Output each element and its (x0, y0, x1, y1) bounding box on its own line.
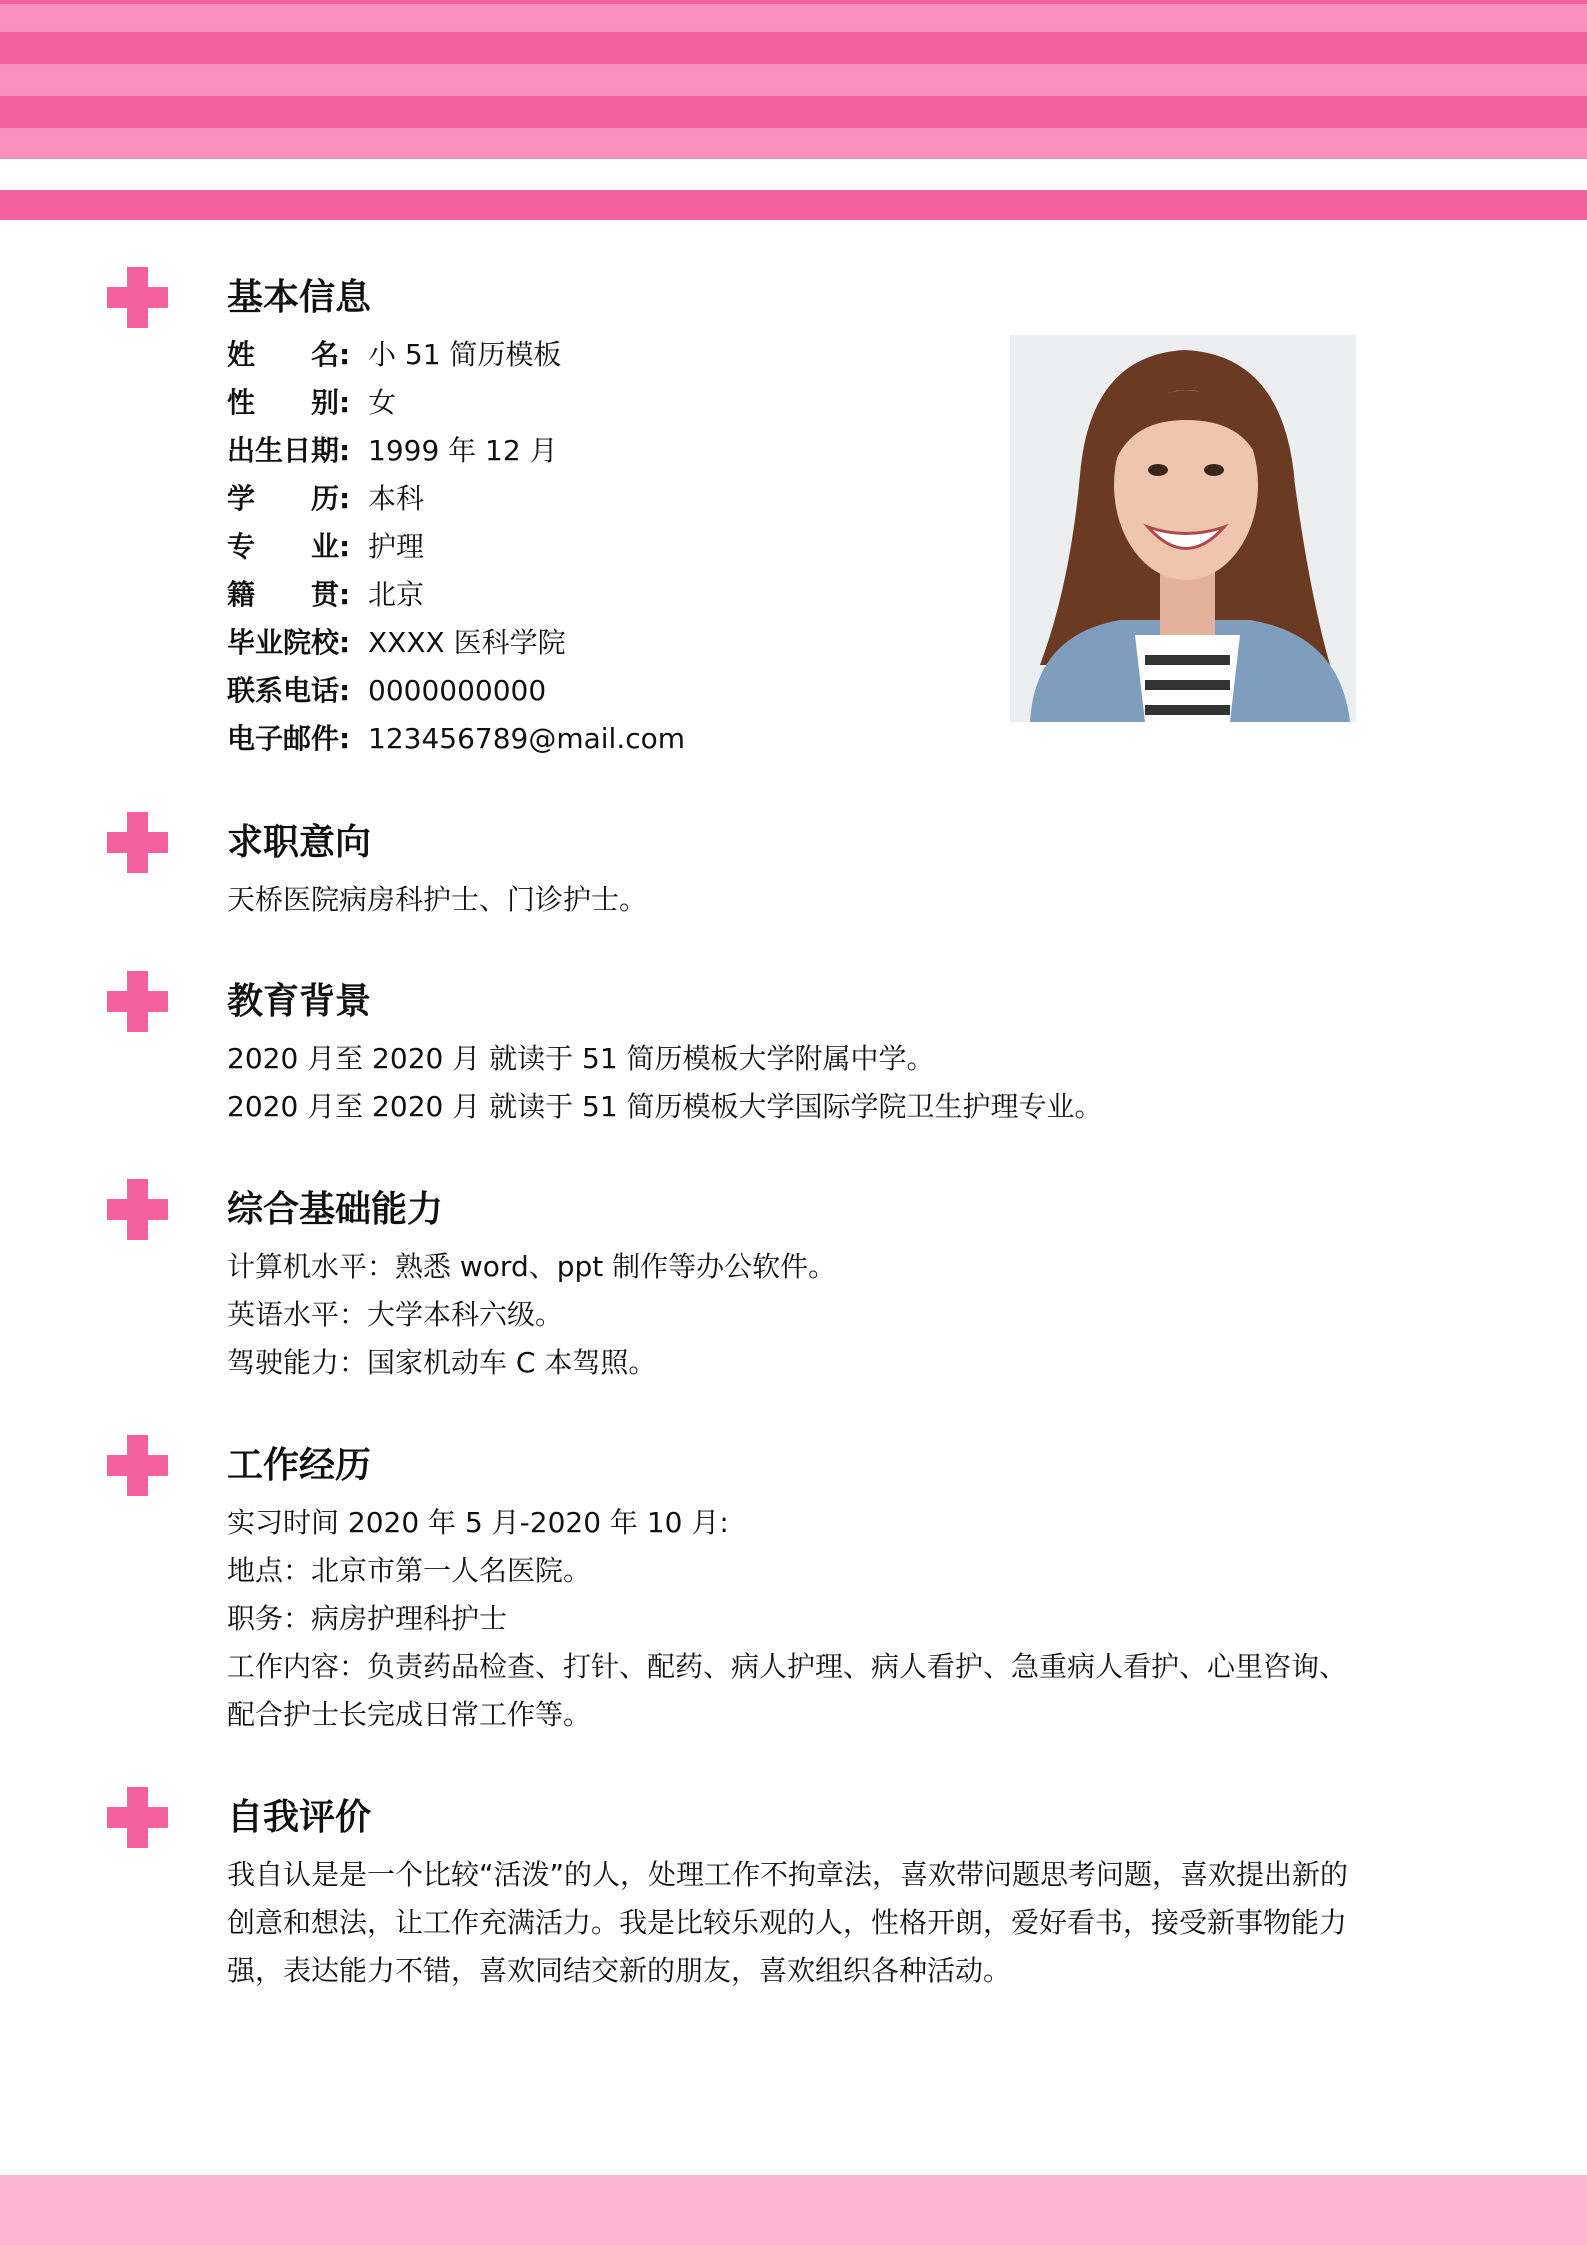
info-label: 籍 贯: (227, 578, 351, 611)
info-value: 1999 年 12 月 (368, 434, 558, 467)
work-content: 工作内容：负责药品检查、打针、配药、病人护理、病人看护、急重病人看护、心里咨询、配合护士长完成日常工作等。 (227, 1650, 1348, 1731)
header-stripe-2 (0, 4, 1587, 32)
section-title-objective: 求职意向 (227, 822, 372, 863)
section-title-education: 教育背景 (227, 981, 372, 1022)
section-title-skills: 综合基础能力 (227, 1189, 444, 1230)
section-cross-icon (107, 1435, 168, 1496)
info-value: 小 51 简历模板 (368, 338, 562, 371)
info-label: 姓 名: (227, 338, 351, 371)
info-label: 联系电话: (227, 674, 351, 707)
work-line: 地点：北京市第一人名医院。 (227, 1554, 592, 1587)
info-label: 专 业: (227, 530, 351, 563)
info-label: 性 别: (227, 386, 351, 419)
work-line: 实习时间 2020 年 5 月-2020 年 10 月: (227, 1506, 729, 1539)
section-cross-icon (107, 1179, 168, 1240)
section-title-basic: 基本信息 (227, 277, 372, 318)
header-stripe-5 (0, 96, 1587, 128)
skills-line: 计算机水平：熟悉 word、ppt 制作等办公软件。 (227, 1250, 837, 1283)
info-row-birth (227, 427, 558, 475)
skills-line: 英语水平：大学本科六级。 (227, 1298, 564, 1331)
info-value: 本科 (368, 482, 425, 515)
info-row-degree (227, 475, 424, 523)
education-line: 2020 月至 2020 月 就读于 51 简历模板大学国际学院卫生护理专业。 (227, 1090, 1103, 1123)
info-value: 0000000000 (368, 674, 547, 707)
header-stripe-3 (0, 32, 1587, 64)
info-label: 毕业院校: (227, 626, 351, 659)
objective-text: 天桥医院病房科护士、门诊护士。 (227, 883, 648, 916)
profile-photo (1010, 335, 1356, 722)
header-stripe-4 (0, 64, 1587, 96)
education-line: 2020 月至 2020 月 就读于 51 简历模板大学附属中学。 (227, 1042, 935, 1075)
header-stripe-7 (0, 190, 1587, 220)
info-row-school (227, 619, 566, 667)
info-label: 学 历: (227, 482, 351, 515)
section-cross-icon (107, 812, 168, 873)
info-label: 出生日期: (227, 434, 351, 467)
footer-band (0, 2175, 1587, 2245)
info-value: 女 (368, 386, 397, 419)
skills-line: 驾驶能力：国家机动车 C 本驾照。 (227, 1346, 657, 1379)
info-row-major (227, 523, 424, 571)
section-cross-icon (107, 1787, 168, 1848)
info-row-gender (227, 379, 396, 427)
info-row-email (227, 715, 685, 763)
self-evaluation-text: 我自认是是一个比较“活泼”的人，处理工作不拘章法，喜欢带问题思考问题，喜欢提出新的创意和想法，让工作充满活力。我是比较乐观的人，性格开朗，爱好看书，接受新事物能力强，表达能力不错，喜欢同结交新的朋友，喜欢组织各种活动。 (227, 1858, 1349, 1987)
info-value: 护理 (368, 530, 425, 563)
info-label: 电子邮件: (227, 722, 351, 755)
info-row-hometown (227, 571, 424, 619)
header-stripe-6 (0, 128, 1587, 159)
section-cross-icon (107, 267, 168, 328)
info-row-phone (227, 667, 546, 715)
section-title-work: 工作经历 (227, 1445, 372, 1486)
info-value: XXXX 医科学院 (368, 626, 566, 659)
info-row-name (227, 331, 561, 379)
section-cross-icon (107, 971, 168, 1032)
work-line: 职务：病房护理科护士 (227, 1602, 508, 1635)
info-value: 123456789@mail.com (368, 722, 686, 755)
info-value: 北京 (368, 578, 425, 611)
section-title-self: 自我评价 (227, 1797, 372, 1838)
